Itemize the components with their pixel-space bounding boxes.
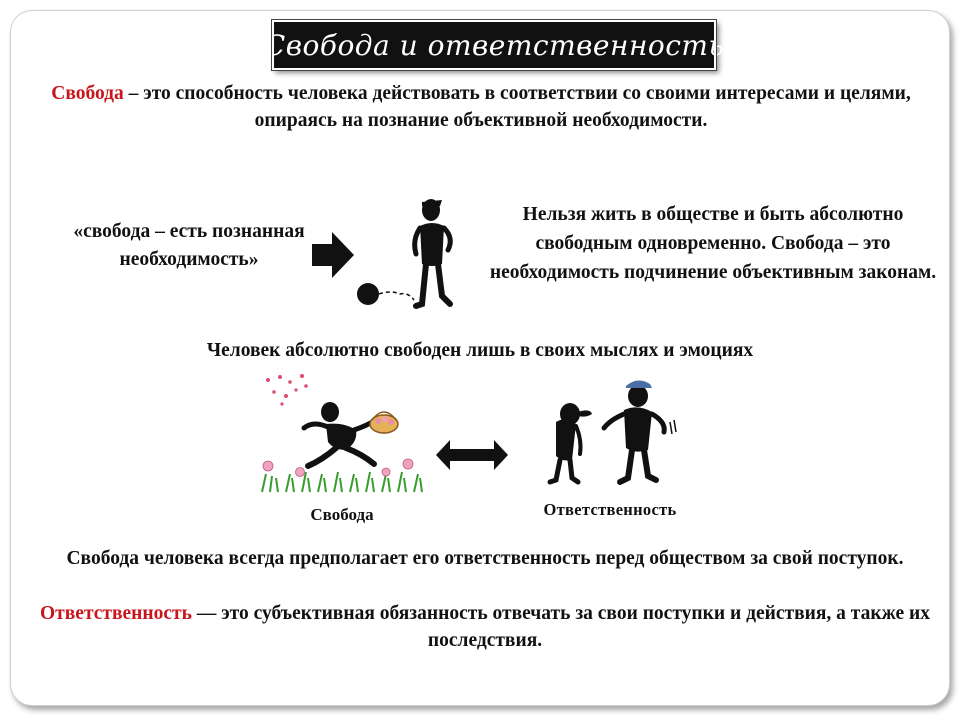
freedom-definition-text: – это способность человека действовать в соответствии со своими интересами и целями, опираясь на познание объективной необходимости. bbox=[123, 83, 911, 131]
society-text: Нельзя жить в обществе и быть абсолютно свободным одновременно. Свобода – это необходимость подчинение объективным законам. bbox=[489, 204, 937, 283]
responsibility-figures-icon bbox=[530, 374, 690, 492]
double-arrow-icon bbox=[436, 440, 508, 470]
freedom-definition bbox=[8, 80, 954, 134]
prisoner-figure-icon bbox=[350, 196, 470, 312]
right-arrow-icon bbox=[312, 232, 354, 278]
responsibility-label: Ответственность bbox=[543, 500, 677, 519]
running-figure-icon bbox=[258, 368, 428, 496]
freedom-label: Свобода bbox=[310, 505, 374, 524]
mind-text: Человек абсолютно свободен лишь в своих мыслях и эмоциях bbox=[206, 340, 754, 361]
page-title: Свобода и ответственность bbox=[263, 28, 725, 62]
responsibility-definition bbox=[20, 600, 950, 654]
freedom-quote: «свобода – есть познанная необходимость» bbox=[73, 221, 305, 270]
freedom-term: Свобода bbox=[51, 83, 124, 104]
responsibility-term: Ответственность bbox=[40, 603, 192, 624]
title-banner bbox=[263, 20, 725, 70]
responsibility-definition-text: — это субъективная обязанность отвечать за свои поступки и действия, а также их последствия. bbox=[191, 603, 930, 651]
responsibility-statement: Свобода человека всегда предполагает его ответственность перед обществом за свой поступок. bbox=[66, 548, 904, 569]
